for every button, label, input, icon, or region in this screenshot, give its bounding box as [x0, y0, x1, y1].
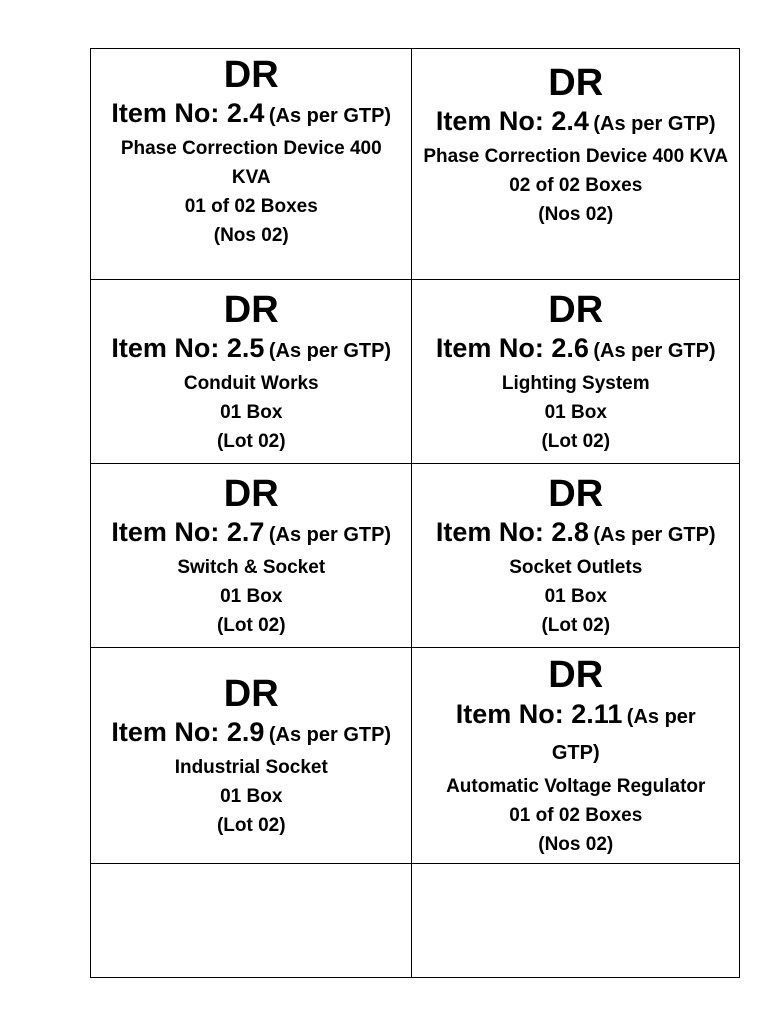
- label-description: Lighting System: [501, 372, 650, 394]
- label-reference: (As per GTP): [268, 105, 392, 127]
- empty-label-cell-10: [412, 864, 740, 978]
- label-cell-7: [91, 648, 412, 864]
- label-item-number: Item No: 2.6: [435, 332, 589, 363]
- label-cell-1: [91, 49, 412, 280]
- label-description: Automatic Voltage Regulator: [446, 775, 706, 797]
- label-heading: DR: [548, 61, 604, 104]
- label-quantity: (Lot 02): [216, 614, 286, 636]
- label-box-count: 01 Box: [544, 585, 607, 607]
- label-quantity: (Lot 02): [541, 614, 611, 636]
- label-item-number: Item No: 2.8: [435, 516, 589, 547]
- label-row-5: [91, 864, 740, 978]
- label-quantity: (Lot 02): [216, 814, 286, 836]
- label-reference: (As per GTP): [268, 339, 392, 362]
- label-row-4: [91, 648, 740, 864]
- label-heading: DR: [548, 653, 604, 696]
- label-box-count: 01 Box: [220, 401, 283, 423]
- label-description: Phase Correction Device 400 KVA: [120, 138, 382, 188]
- label-item-number: Item No: 2.5: [111, 332, 265, 363]
- label-reference: (As per GTP): [551, 705, 696, 764]
- label-item-line: [436, 516, 716, 553]
- label-item-line: [111, 716, 391, 753]
- label-reference: (As per GTP): [593, 112, 716, 135]
- label-cell-3: [91, 280, 412, 464]
- label-cell-2: [412, 49, 740, 280]
- label-cell-5: [91, 464, 412, 648]
- label-quantity: (Nos 02): [538, 203, 614, 225]
- label-quantity: (Nos 02): [538, 833, 614, 855]
- label-heading: DR: [548, 288, 604, 331]
- label-item-number: Item No: 2.4: [111, 98, 265, 128]
- label-box-count: 01 of 02 Boxes: [509, 804, 643, 826]
- label-item-line: [412, 697, 739, 772]
- label-box-count: 01 of 02 Boxes: [184, 196, 318, 217]
- label-heading: DR: [223, 54, 279, 96]
- label-row-1: [91, 49, 740, 280]
- label-item-line: [111, 516, 391, 553]
- label-item-line: [111, 97, 391, 134]
- label-reference: (As per GTP): [593, 523, 716, 546]
- label-quantity: (Nos 02): [213, 225, 289, 246]
- label-heading: DR: [223, 288, 279, 331]
- label-reference: (As per GTP): [268, 723, 392, 746]
- label-quantity: (Lot 02): [216, 430, 286, 452]
- label-box-count: 01 Box: [544, 401, 607, 423]
- label-cell-6: [412, 464, 740, 648]
- label-item-number: Item No: 2.11: [455, 698, 623, 729]
- label-item-line: [436, 105, 716, 142]
- label-item-number: Item No: 2.9: [111, 716, 265, 747]
- label-cell-8: [412, 648, 740, 864]
- label-description: Socket Outlets: [509, 556, 643, 578]
- label-box-count: 01 Box: [220, 785, 283, 807]
- label-description: Industrial Socket: [174, 756, 328, 778]
- label-item-line: [111, 332, 391, 369]
- label-reference: (As per GTP): [268, 523, 392, 546]
- label-quantity: (Lot 02): [541, 430, 611, 452]
- label-box-count: 01 Box: [220, 585, 283, 607]
- label-cell-4: [412, 280, 740, 464]
- label-description: Conduit Works: [183, 372, 319, 394]
- label-reference: (As per GTP): [593, 339, 716, 362]
- label-item-line: [436, 332, 716, 369]
- label-item-number: Item No: 2.4: [435, 105, 589, 136]
- label-row-2: [91, 280, 740, 464]
- label-sheet-table: [90, 48, 740, 978]
- label-description: Phase Correction Device 400 KVA: [423, 145, 729, 167]
- label-heading: DR: [223, 672, 279, 715]
- label-description: Switch & Socket: [177, 556, 326, 578]
- label-item-number: Item No: 2.7: [111, 516, 265, 547]
- empty-label-cell-9: [91, 864, 412, 978]
- label-heading: DR: [223, 472, 279, 515]
- label-box-count: 02 of 02 Boxes: [509, 174, 643, 196]
- label-heading: DR: [548, 472, 604, 515]
- label-row-3: [91, 464, 740, 648]
